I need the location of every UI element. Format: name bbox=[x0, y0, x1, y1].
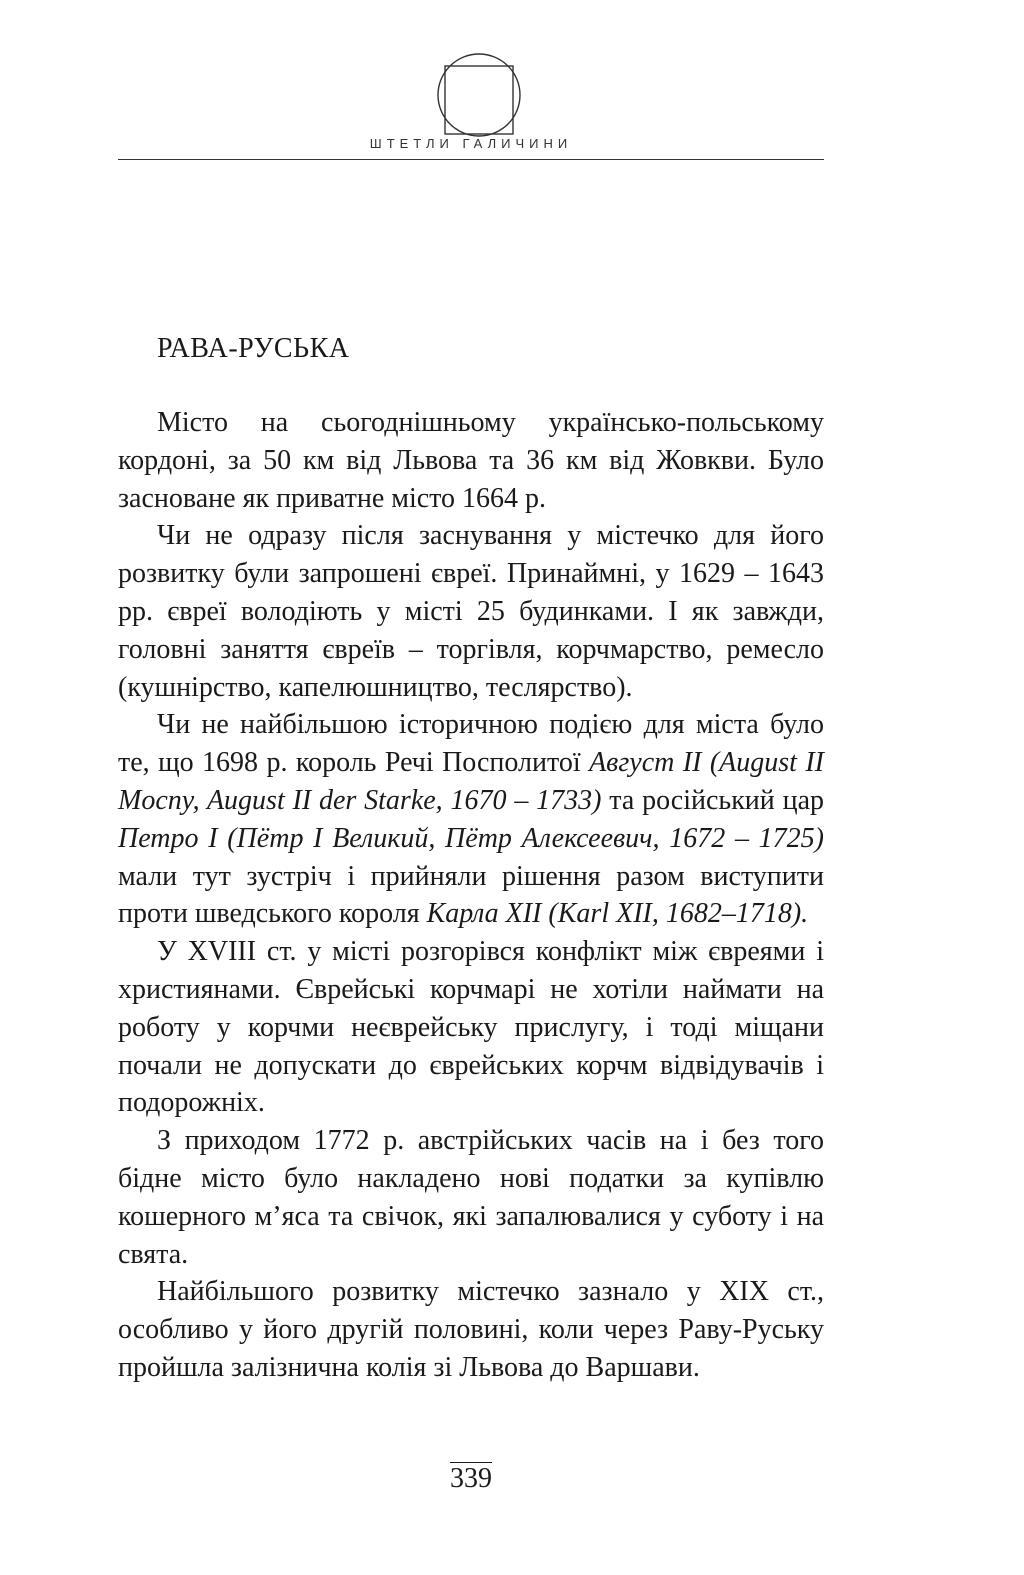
page-number bbox=[0, 1462, 942, 1495]
chapter-title: РАВА-РУСЬКА bbox=[157, 333, 350, 364]
body-paragraph bbox=[118, 404, 824, 517]
italic-text-segment: Петро I (Пётр I Великий, Пётр Алексеевич, 1672 – 1725) bbox=[118, 822, 824, 854]
italic-text-segment: Август II (August II Mocny, August II der Starke, 1670 – 1733) bbox=[118, 747, 824, 816]
page-number-label: 339 bbox=[450, 1463, 492, 1494]
text-segment: Чи не найбільшою історичною подією для міста було те, що 1698 р. король Речі Посполитої bbox=[118, 709, 824, 779]
body-paragraph bbox=[118, 933, 824, 1122]
italic-text-segment: Карла XII (Karl XII, 1682–1718). bbox=[426, 898, 809, 930]
text-segment: З приходом 1772 р. австрійських часів на і без того бідне місто було накладено нові податки за купівлю кошерного м’яса та свічок, які запалювалися у суботу і на свята. bbox=[118, 1125, 824, 1270]
text-segment: У XVIII ст. у місті розгорівся конфлікт між євреями і християнами. Єврейські корчмарі не хотіли наймати на роботу у корчми неєврейську прислугу, і тоді міщани почали не допускати до єврейських корчм відвідувачів і подорожніх. bbox=[118, 936, 824, 1119]
body-paragraph bbox=[118, 1122, 824, 1273]
text-segment: та російський цар bbox=[601, 784, 824, 816]
text-segment: Найбільшого розвитку містечко зазнало у XIX ст., особливо у його другій половині, коли через Раву-Руську пройшла залізнична колія зі Львова до Варшави. bbox=[118, 1276, 824, 1383]
text-segment: мали тут зустріч і прийняли рішення разом виступити проти шведського короля bbox=[118, 860, 824, 930]
text-segment: Чи не одразу після заснування у містечко для його розвитку були запрошені євреї. Принаймні, у 1629 – 1643 рр. євреї володіють у місті 25 будинками. І як завжди, головні заняття євреїв – торгівля, корчмарство, ремесло (кушнірство, капелюшництво, теслярство). bbox=[118, 520, 824, 703]
text-segment: Місто на сьогоднішньому українсько-польському кордоні, за 50 км від Львова та 36 км від Жовкви. Було засноване як приватне місто 1664 р. bbox=[118, 407, 824, 514]
header-rule bbox=[118, 159, 824, 160]
circle-square-emblem-icon bbox=[436, 52, 522, 138]
body-paragraph bbox=[118, 706, 824, 933]
body-text bbox=[118, 404, 824, 1387]
running-head: ШТЕТЛИ ГАЛИЧИНИ bbox=[369, 136, 573, 151]
body-paragraph bbox=[118, 1273, 824, 1386]
body-paragraph bbox=[118, 517, 824, 706]
